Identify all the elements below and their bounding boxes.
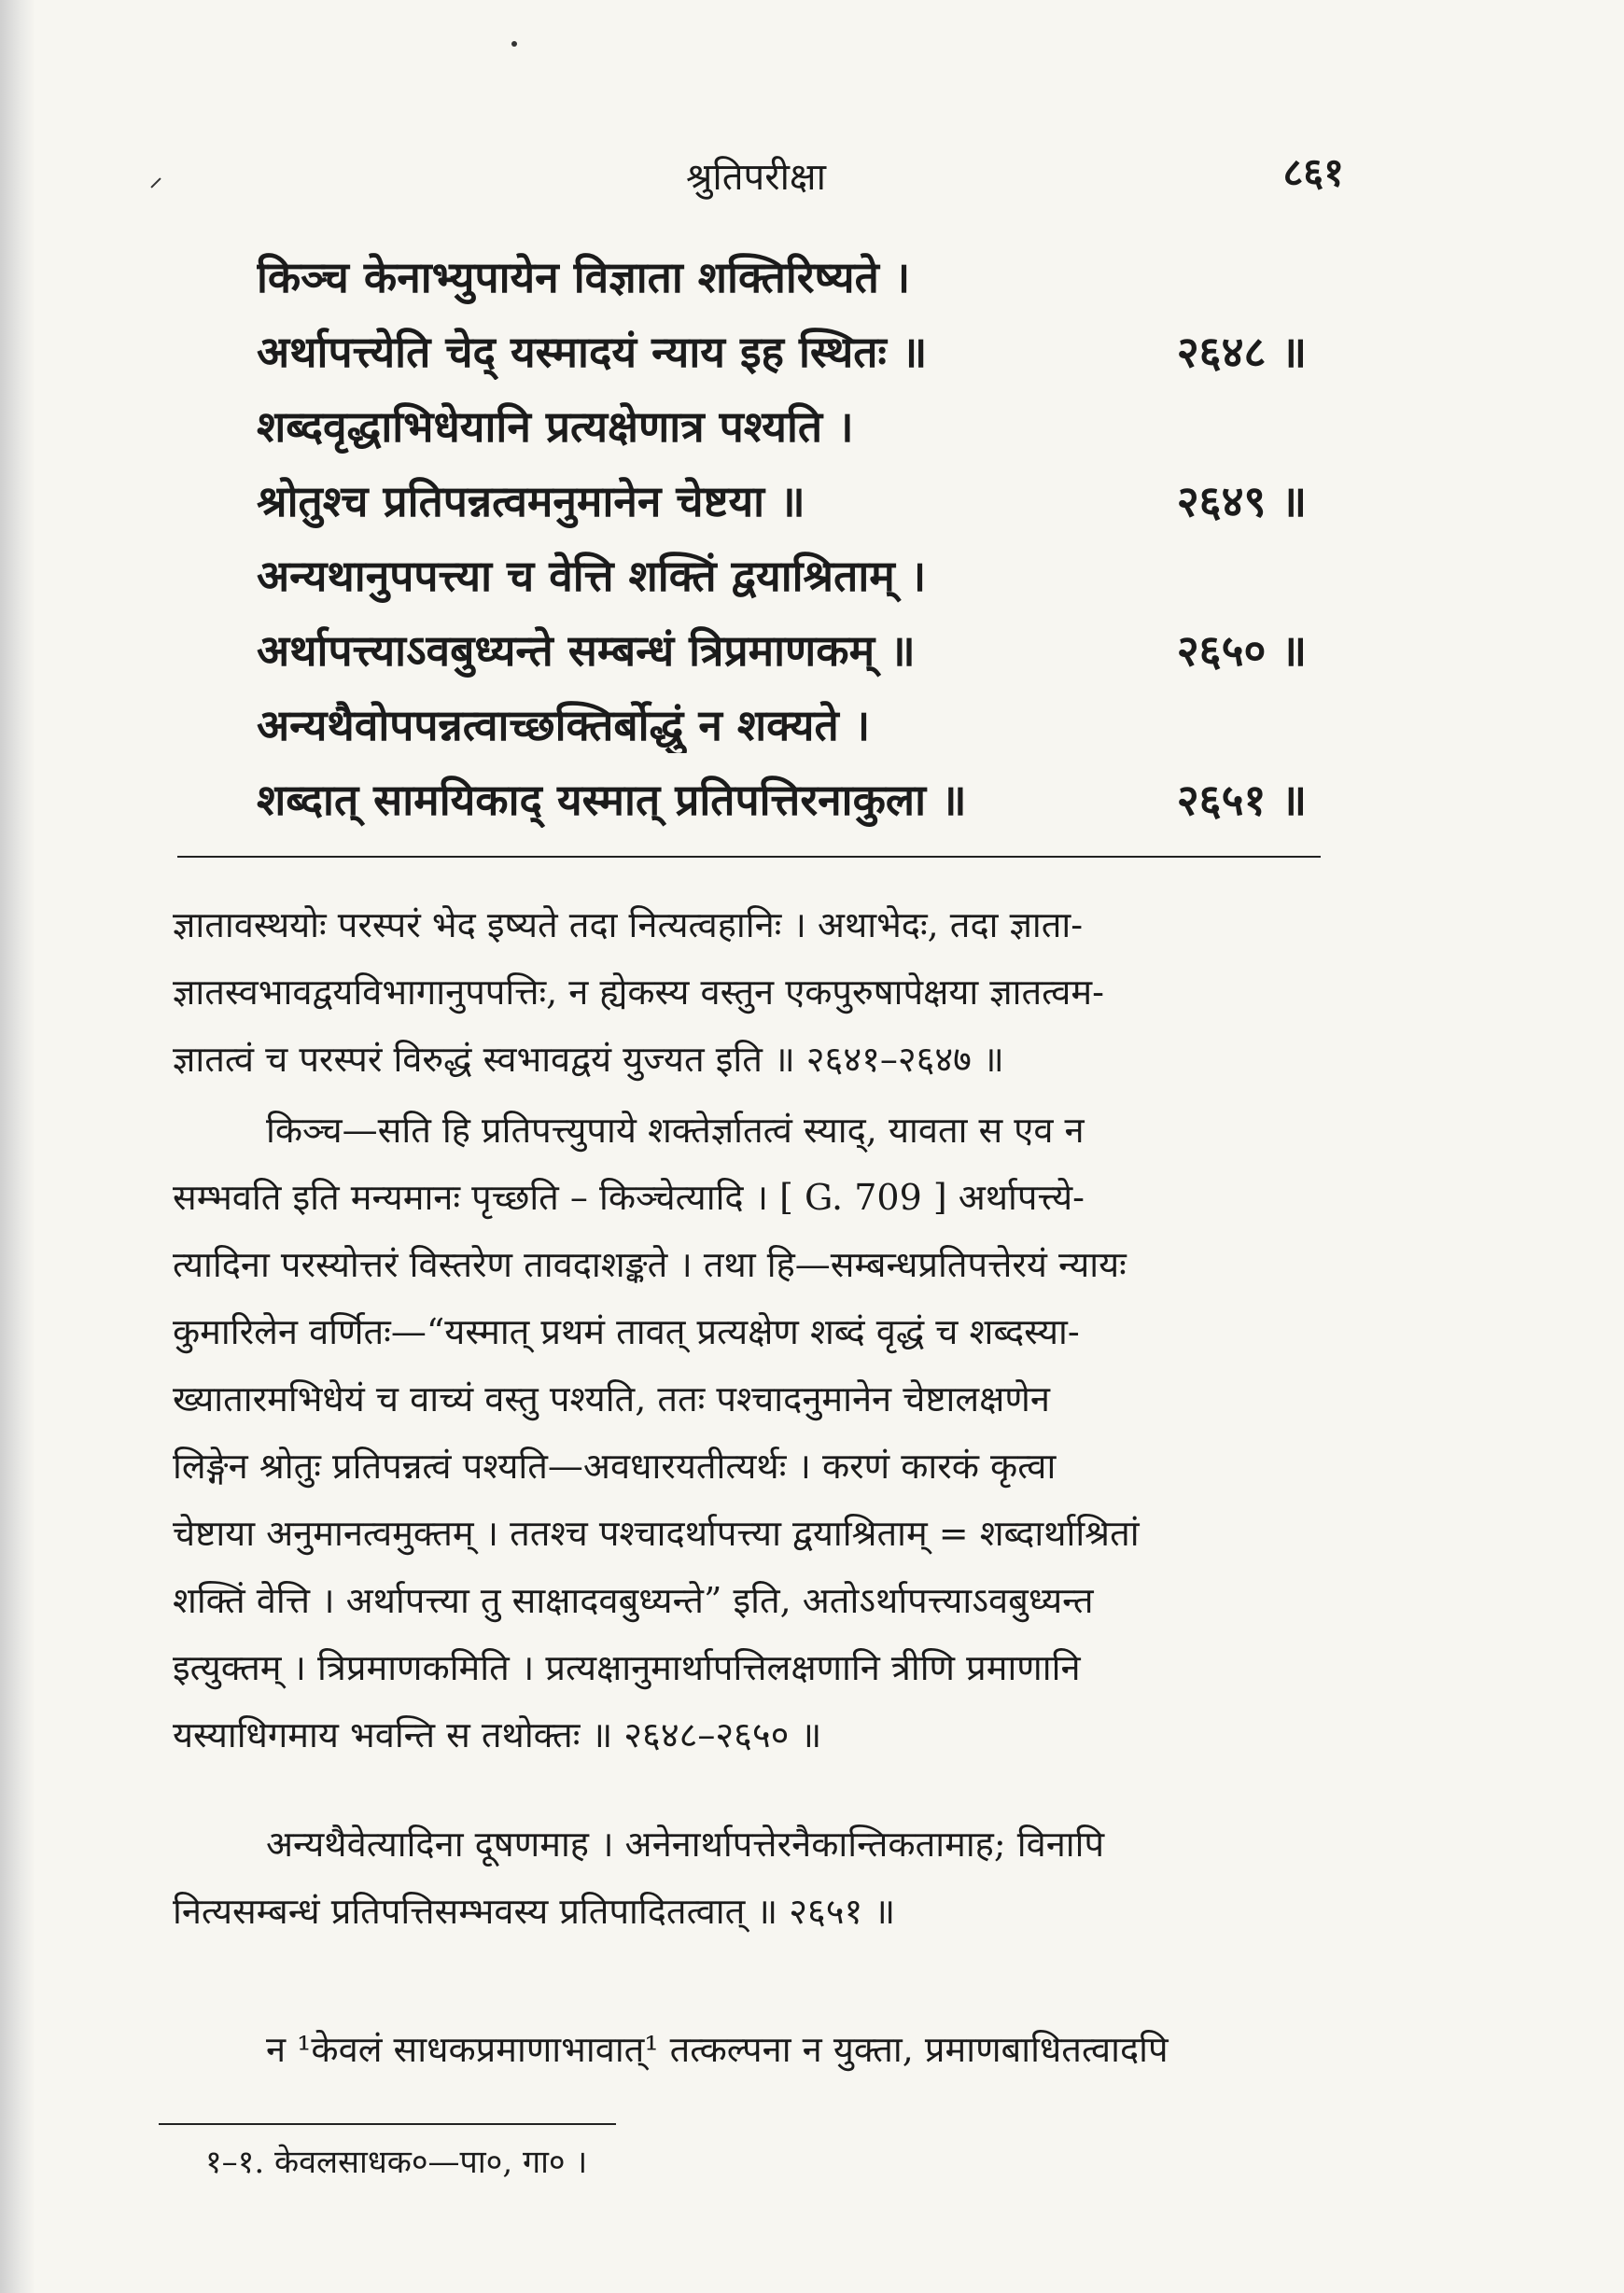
- speck: [511, 41, 517, 47]
- footnote-divider: [159, 2123, 616, 2125]
- verse-number: २६४८ ॥: [1176, 327, 1307, 377]
- verse-line: किञ्च केनाभ्युपायेन विज्ञाता शक्तिरिष्यते ।: [257, 252, 911, 302]
- scan-edge: [0, 0, 35, 2293]
- verse-line: अर्थापत्त्येति चेद् यस्मादयं न्याय इह स्थितः ॥ २६४८ ॥: [257, 322, 1307, 380]
- running-header: श्रुतिपरीक्षा: [686, 156, 826, 199]
- verse-number: २६५१ ॥: [1176, 775, 1307, 825]
- commentary-paragraph: न ¹केवलं साधकप्रमाणाभावात्¹ तत्कल्पना न युक्ता, प्रमाणबाधितत्वादपि: [266, 2029, 1169, 2070]
- verse-line: अन्यथैवोपपन्नत्वाच्छक्तिर्बोद्धुं न शक्यते ।: [257, 700, 871, 750]
- page-number: ८६१: [1282, 149, 1344, 195]
- section-divider: [177, 856, 1321, 858]
- verse-line: अर्थापत्त्याऽवबुध्यन्ते सम्बन्धं त्रिप्रमाणकम् ॥ २६५० ॥: [257, 621, 1307, 678]
- verse-number: २६५० ॥: [1176, 625, 1307, 676]
- verse-line: श्रोतुश्च प्रतिपन्नत्वमनुमानेन चेष्टया ॥ २६४९ ॥: [257, 471, 1307, 529]
- verse-number: २६४९ ॥: [1176, 476, 1307, 526]
- commentary-paragraph: किञ्च—सति हि प्रतिपत्त्युपाये शक्तेर्ज्ञातत्वं स्याद्, यावता स एव न सम्भवति इति मन्यमानः पृच्छति – किञ्चेत्यादि । [ G. 709 ] अर्थापत्त्ये- त्यादिना परस्योत्तरं विस्तरेण तावदाशङ्कते । तथा हि—सम्बन्धप्रतिपत्तेरयं न्यायः कुमारिलेन वर्णितः—“यस्मात् प्रथमं तावत् प्रत्यक्षेण शब्दं वृद्धं च शब्दस्या- ख्यातारमभिधेयं च वाच्यं वस्तु पश्यति, ततः पश्चादनुमानेन चेष्टालक्षणेन लिङ्गेन श्रोतुः प्रतिपन्नत्वं पश्यति—अवधारयतीत्यर्थः । करणं कारकं कृत्वा चेष्टाया अनुमानत्वमुक्तम् । ततश्च पश्चादर्थापत्त्या द्वयाश्रिताम् = शब्दार्थाश्रितां शक्तिं वेत्ति । अर्थापत्त्या तु साक्षादवबुध्यन्ते” इति, अतोऽर्थापत्त्याऽवबुध्यन्त इत्युक्तम् । त्रिप्रमाणकमिति । प्रत्यक्षानुमार्थापत्तिलक्षणानि त्रीणि प्रमाणानि यस्याधिगमाय भवन्ति स तथोक्तः ॥ २६४८–२६५० ॥: [173, 1110, 1140, 1755]
- commentary-paragraph: ज्ञातावस्थयोः परस्परं भेद इष्यते तदा नित्यत्वहानिः । अथाभेदः, तदा ज्ञाता- ज्ञातस्वभावद्वयविभागानुपपत्तिः, न ह्येकस्य वस्तुन एकपुरुषापेक्षया ज्ञातत्वम- ज्ञातत्वं च परस्परं विरुद्धं स्वभावद्वयं युज्यत इति ॥ २६४१–२६४७ ॥: [173, 904, 1104, 1080]
- commentary-paragraph: अन्यथैवेत्यादिना दूषणमाह । अनेनार्थापत्तेरनैकान्तिकतामाह; विनापि नित्यसम्बन्धं प्रतिपत्तिसम्भवस्य प्रतिपादितत्वात् ॥ २६५१ ॥: [173, 1824, 1105, 1932]
- verse-line: शब्दात् सामयिकाद् यस्मात् प्रतिपत्तिरनाकुला ॥ २६५१ ॥: [257, 770, 1307, 828]
- footnote: १–१. केवलसाधक०—पा०, गा० ।: [205, 2144, 588, 2181]
- verse-line: अन्यथानुपपत्त्या च वेत्ति शक्तिं द्वयाश्रिताम् ।: [257, 551, 927, 601]
- margin-mark: [150, 177, 161, 188]
- verse-line: शब्दवृद्धाभिधेयानि प्रत्यक्षेणात्र पश्यति ।: [257, 401, 854, 452]
